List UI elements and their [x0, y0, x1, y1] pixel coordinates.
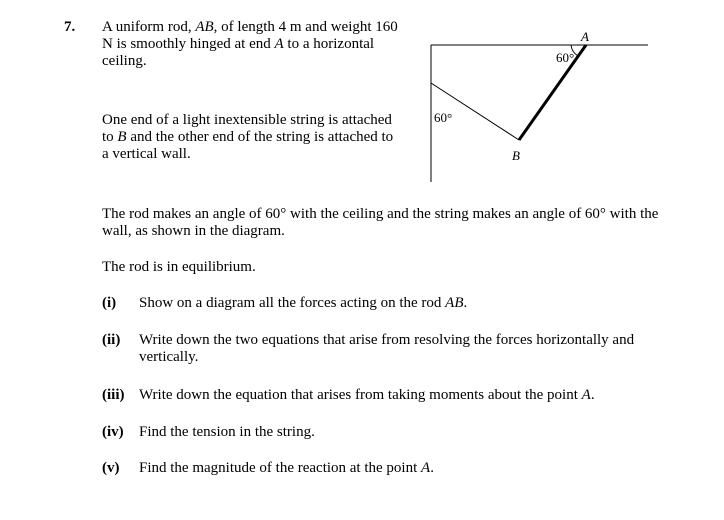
- part-label: (i): [102, 295, 117, 311]
- part-label: (v): [102, 460, 120, 476]
- equilibrium-statement: The rod is in equilibrium.: [102, 259, 256, 275]
- rod-diagram: [0, 0, 724, 200]
- string-description: One end of a light inextensible string is attached to B and the other end of the string is attached to a vertical wall.: [102, 112, 394, 162]
- part-label: (ii): [102, 332, 121, 348]
- part-text: Find the tension in the string.: [139, 424, 315, 440]
- question-intro: A uniform rod, AB, of length 4 m and weight 160 N is smoothly hinged at end A to a horizontal ceiling.: [102, 19, 398, 69]
- italic-variable: A: [581, 387, 591, 403]
- angle-label-ceiling: 60°: [556, 50, 575, 65]
- part-text: Write down the two equations that arise from resolving the forces horizontally and vertically.: [139, 332, 635, 365]
- part-text: Find the magnitude of the reaction at the point A.: [139, 460, 434, 476]
- label-b: B: [512, 148, 520, 163]
- italic-variable: A: [274, 36, 284, 52]
- italic-variable: B: [117, 129, 127, 145]
- italic-variable: AB: [195, 19, 214, 35]
- part-text: Write down the equation that arises from taking moments about the point A.: [139, 387, 595, 403]
- label-a: A: [581, 29, 589, 44]
- part-label: (iii): [102, 387, 125, 403]
- italic-variable: AB: [445, 295, 464, 311]
- part-label: (iv): [102, 424, 124, 440]
- question-number: 7.: [64, 19, 76, 35]
- angle-description: The rod makes an angle of 60° with the ceiling and the string makes an angle of 60° with the wall, as shown in the diagram.: [102, 206, 659, 239]
- rod-ab: [519, 45, 586, 140]
- italic-variable: A: [421, 460, 431, 476]
- part-text: Show on a diagram all the forces acting on the rod AB.: [139, 295, 468, 311]
- angle-label-wall: 60°: [434, 110, 453, 125]
